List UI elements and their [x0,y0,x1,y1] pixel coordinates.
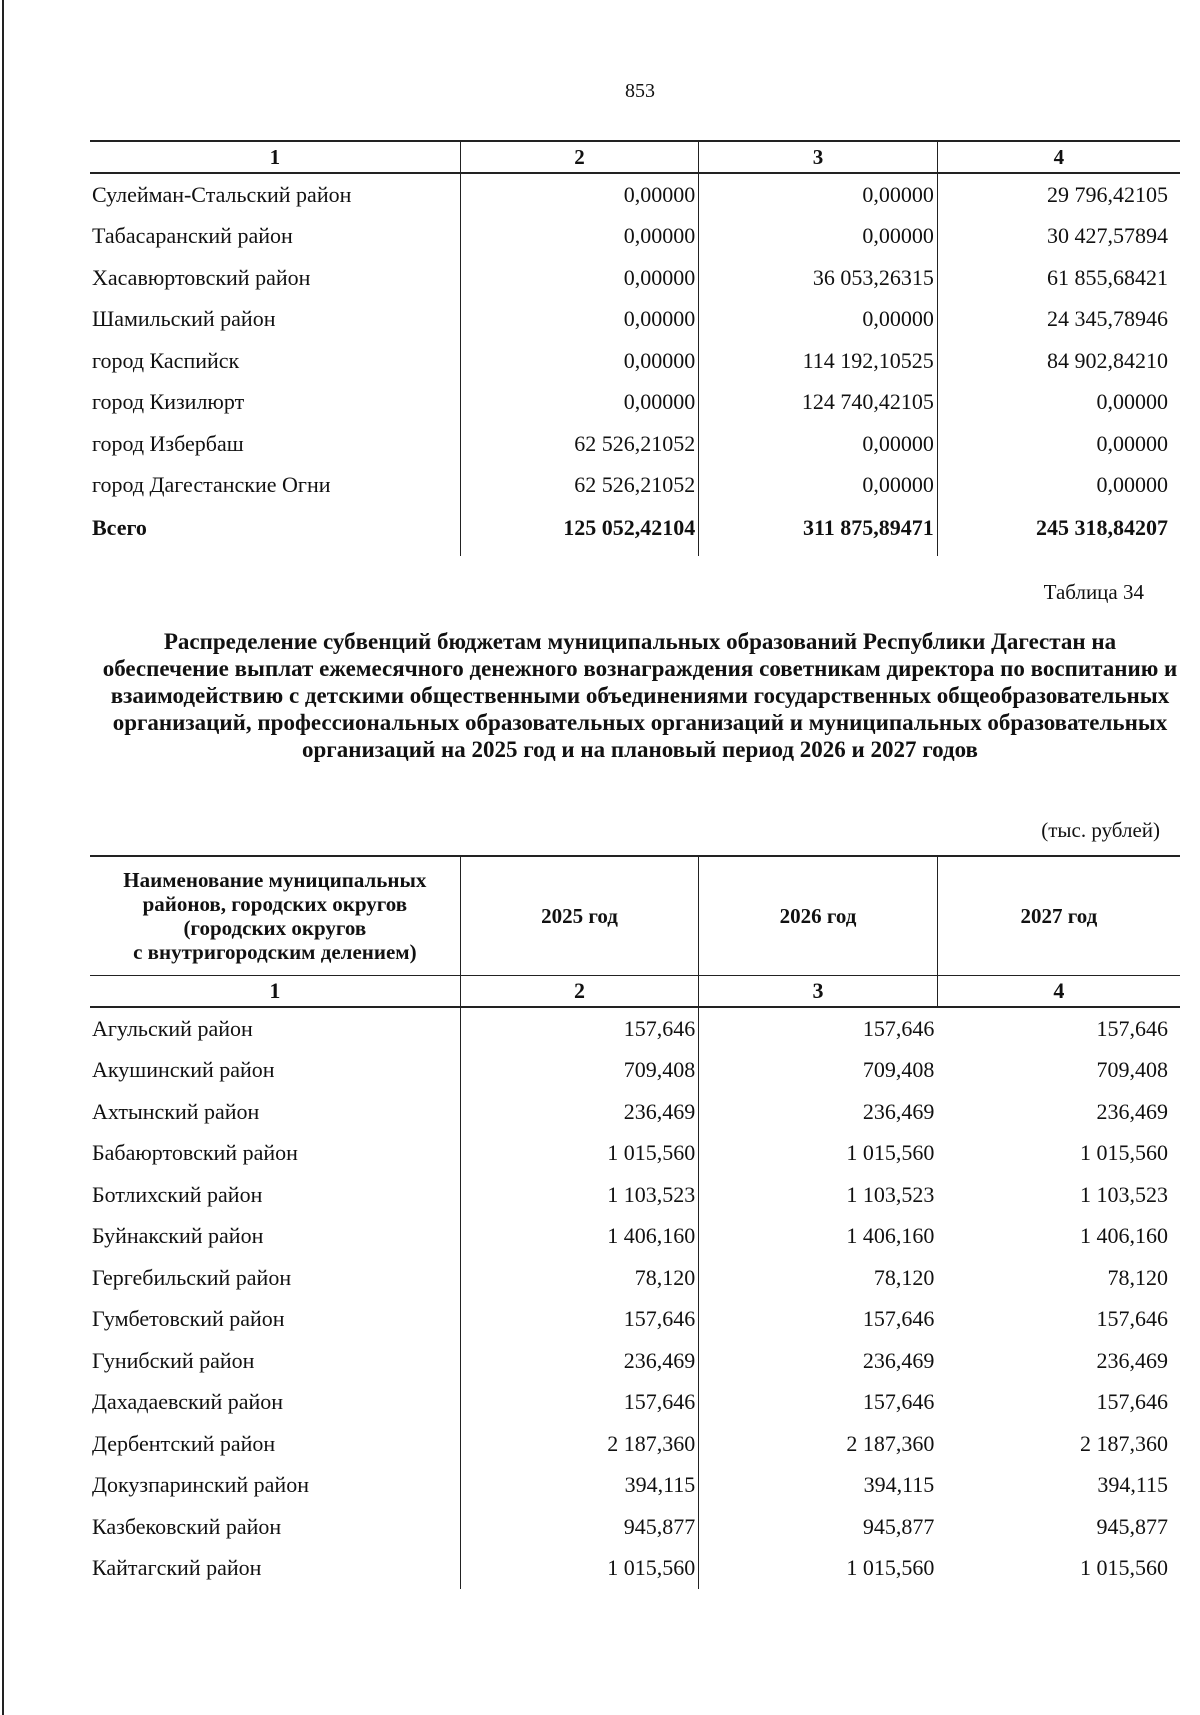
row-name: Бабаюртовский район [92,1140,298,1166]
value-2027: 0,00000 [937,382,1180,424]
value-2025: 157,646 [460,1299,699,1341]
value-2027: 0,00000 [937,423,1180,465]
table-row [90,1548,1180,1590]
table-row [90,299,1180,341]
column-number: 4 [937,976,1180,1008]
table-row [90,1174,1180,1216]
value-2025: 78,120 [460,1257,699,1299]
table-row [90,216,1180,258]
table-row [90,1506,1180,1548]
value-2027: 1 103,523 [1080,1181,1168,1207]
value-2026: 2 187,360 [846,1430,935,1456]
header-municipality [90,856,460,976]
row-name: Казбековский район [92,1513,282,1539]
value-2026: 78,120 [873,1264,935,1290]
row-name: Гумбетовский район [92,1306,285,1332]
value-2025: 236,469 [460,1091,699,1133]
value-2025: 709,408 [460,1050,699,1092]
value-2027: 24 345,78946 [937,299,1180,341]
row-name: город Каспийск [92,347,240,373]
value-2025: 236,469 [460,1340,699,1382]
value-2026: 114 192,10525 [802,347,934,373]
row-name: Гергебильский район [92,1264,292,1290]
header-municipality-line: Наименование муниципальных [123,868,427,892]
row-name: Ботлихский район [92,1181,263,1207]
column-number: 2 [460,976,699,1008]
page-number: 853 [625,80,655,102]
value-2025: 0,00000 [460,299,699,341]
table-row [90,173,1180,216]
value-2027: 2 187,360 [1080,1430,1168,1456]
table-title: Распределение субвенций бюджетам муниципальных образований Республики Дагестан на обеспечение выплат ежемесячного денежного вознаграждения советникам директора по воспитанию и взаимодействию с детскими общественными объединениями государственных общеобразовательных организаций, профессиональных образовательных организаций и муниципальных образовательных организаций на 2025 год и на плановый период 2026 и 2027 годов [102,629,1178,762]
column-number: 4 [937,141,1180,173]
value-2027: 1 406,160 [1080,1223,1168,1249]
value-2025: 62 526,21052 [460,423,699,465]
value-2027: 236,469 [1096,1347,1168,1373]
row-name: Сулейман-Стальский район [92,181,352,207]
table-row [90,1257,1180,1299]
table-row [90,1340,1180,1382]
value-2026: 0,00000 [862,181,934,207]
value-2025: 945,877 [460,1506,699,1548]
header-2025: 2025 год [460,856,699,976]
table-row [90,1465,1180,1507]
row-name: город Дагестанские Огни [92,472,331,498]
table-header-row [90,856,1180,976]
column-number: 1 [90,976,460,1008]
value-2027: 157,646 [1096,1306,1168,1332]
value-2026: 0,00000 [862,306,934,332]
value-2026: 394,115 [863,1472,935,1498]
row-name: Акушинский район [92,1057,275,1083]
value-2026: 236,469 [862,1098,935,1124]
value-2025: 1 015,560 [460,1548,699,1590]
value-2026: 157,646 [862,1306,935,1332]
table-row [90,1050,1180,1092]
header-municipality-line: с внутригородским делением) [133,940,417,964]
column-number-row [90,141,1180,173]
value-2027: 945,877 [1096,1513,1168,1539]
value-2027: 157,646 [1096,1389,1168,1415]
page-edge-line [2,0,4,1715]
value-2026: 0,00000 [862,223,934,249]
total-row [90,506,1180,556]
value-2026: 1 015,560 [846,1140,935,1166]
value-2026: 157,646 [862,1389,935,1415]
value-2027: 236,469 [1096,1098,1168,1124]
row-name: Гунибский район [92,1347,255,1373]
value-2025: 2 187,360 [460,1423,699,1465]
value-2026: 1 406,160 [846,1223,935,1249]
row-name: Агульский район [92,1015,253,1041]
table-row [90,1007,1180,1050]
units-label: (тыс. рублей) [1041,818,1160,842]
table-row [90,1133,1180,1175]
header-municipality-line: (городских округов [183,916,367,940]
header-2027: 2027 год [937,856,1180,976]
table-row [90,465,1180,507]
value-2027: 78,120 [1107,1264,1168,1290]
value-2025: 0,00000 [460,340,699,382]
header-municipality-line: районов, городских округов [142,892,408,916]
value-2025: 1 015,560 [460,1133,699,1175]
value-2027: 709,408 [1096,1057,1168,1083]
row-name: город Кизилюрт [92,389,245,415]
value-2026: 0,00000 [862,430,934,456]
table-row [90,340,1180,382]
table-row [90,423,1180,465]
row-name: Хасавюртовский район [92,264,311,290]
value-2025: 157,646 [460,1007,699,1050]
table-row [90,382,1180,424]
value-2025: 0,00000 [460,173,699,216]
table-continuation [90,140,1180,556]
total-label: Всего [92,515,147,540]
value-2026: 0,00000 [862,472,934,498]
subvention-table [90,855,1180,1589]
row-name: Дахадаевский район [92,1389,284,1415]
value-2027: 0,00000 [937,465,1180,507]
value-2027: 157,646 [1096,1015,1168,1041]
table-row [90,257,1180,299]
value-2025: 0,00000 [460,216,699,258]
column-number-row [90,976,1180,1008]
total-2026: 311 875,89471 [803,515,934,540]
header-2026: 2026 год [699,856,938,976]
row-name: Буйнакский район [92,1223,264,1249]
value-2026: 945,877 [862,1513,935,1539]
value-2027: 394,115 [1097,1472,1168,1498]
column-number: 1 [90,141,460,173]
value-2026: 36 053,26315 [812,264,934,290]
table-row [90,1216,1180,1258]
row-name: Дербентский район [92,1430,276,1456]
value-2025: 1 406,160 [460,1216,699,1258]
value-2025: 0,00000 [460,257,699,299]
value-2025: 62 526,21052 [460,465,699,507]
value-2027: 1 015,560 [1080,1140,1168,1166]
value-2026: 157,646 [862,1015,935,1041]
value-2027: 61 855,68421 [937,257,1180,299]
total-2025: 125 052,42104 [460,506,699,556]
table-row [90,1382,1180,1424]
value-2027: 1 015,560 [1080,1555,1168,1581]
table-row [90,1091,1180,1133]
total-2027: 245 318,84207 [937,506,1180,556]
value-2026: 1 015,560 [846,1555,935,1581]
row-name: Докузпаринский район [92,1472,309,1498]
row-name: город Избербаш [92,430,244,456]
value-2025: 1 103,523 [460,1174,699,1216]
row-name: Ахтынский район [92,1098,260,1124]
table-label: Таблица 34 [1043,580,1144,604]
value-2025: 0,00000 [460,382,699,424]
value-2026: 236,469 [862,1347,935,1373]
column-number: 3 [699,141,938,173]
row-name: Шамильский район [92,306,276,332]
column-number: 2 [460,141,699,173]
table-row [90,1423,1180,1465]
row-name: Табасаранский район [92,223,293,249]
value-2027: 29 796,42105 [937,173,1180,216]
value-2026: 1 103,523 [846,1181,935,1207]
value-2026: 124 740,42105 [801,389,934,415]
value-2027: 30 427,57894 [937,216,1180,258]
value-2025: 157,646 [460,1382,699,1424]
value-2026: 709,408 [862,1057,935,1083]
value-2027: 84 902,84210 [937,340,1180,382]
column-number: 3 [699,976,938,1008]
value-2025: 394,115 [460,1465,699,1507]
table-row [90,1299,1180,1341]
row-name: Кайтагский район [92,1555,262,1581]
